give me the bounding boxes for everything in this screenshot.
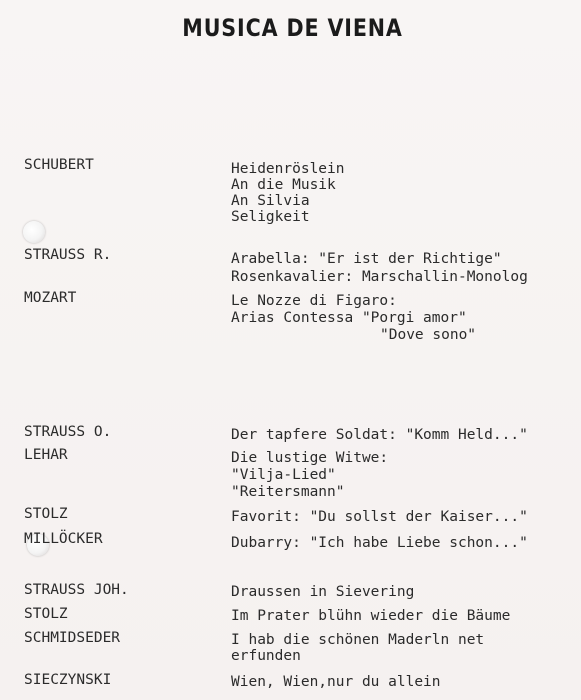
- composer-name: LEHAR: [24, 447, 68, 463]
- work-line: Rosenkavalier: Marschallin-Monolog: [231, 269, 528, 285]
- punch-hole-icon: [23, 221, 45, 243]
- work-line: I hab die schönen Maderln net: [231, 632, 485, 648]
- work-line: Seligkeit: [231, 209, 310, 225]
- composer-name: SCHUBERT: [24, 157, 94, 173]
- page-title: MUSICA DE VIENA: [182, 14, 403, 42]
- composer-name: STRAUSS O.: [24, 424, 112, 440]
- composer-name: SCHMIDSEDER: [24, 630, 121, 646]
- work-line: Draussen in Sievering: [231, 584, 415, 600]
- work-line: Der tapfere Soldat: "Komm Held...": [231, 427, 528, 443]
- work-line: Dubarry: "Ich habe Liebe schon...": [231, 535, 528, 551]
- composer-name: SIECZYNSKI: [24, 672, 112, 688]
- work-line: Favorit: "Du sollst der Kaiser...": [231, 509, 528, 525]
- work-line: "Reitersmann": [231, 484, 345, 500]
- work-line: Heidenröslein: [231, 161, 345, 177]
- work-line: Arabella: "Er ist der Richtige": [231, 251, 502, 267]
- composer-name: MOZART: [24, 290, 77, 306]
- work-line: erfunden: [231, 648, 301, 664]
- composer-name: STOLZ: [24, 606, 68, 622]
- work-line: Wien, Wien,nur du allein: [231, 674, 441, 690]
- composer-name: STRAUSS R.: [24, 247, 112, 263]
- composer-name: MILLÖCKER: [24, 531, 103, 547]
- composer-name: STOLZ: [24, 506, 68, 522]
- composer-name: STRAUSS JOH.: [24, 582, 129, 598]
- work-line: Die lustige Witwe:: [231, 450, 389, 466]
- work-line: "Vilja-Lied": [231, 467, 336, 483]
- work-line: An Silvia: [231, 193, 310, 209]
- work-line: Arias Contessa "Porgi amor": [231, 310, 467, 326]
- work-line: An die Musik: [231, 177, 336, 193]
- work-line: Im Prater blühn wieder die Bäume: [231, 608, 511, 624]
- work-line: "Dove sono": [380, 327, 477, 343]
- work-line: Le Nozze di Figaro:: [231, 293, 397, 309]
